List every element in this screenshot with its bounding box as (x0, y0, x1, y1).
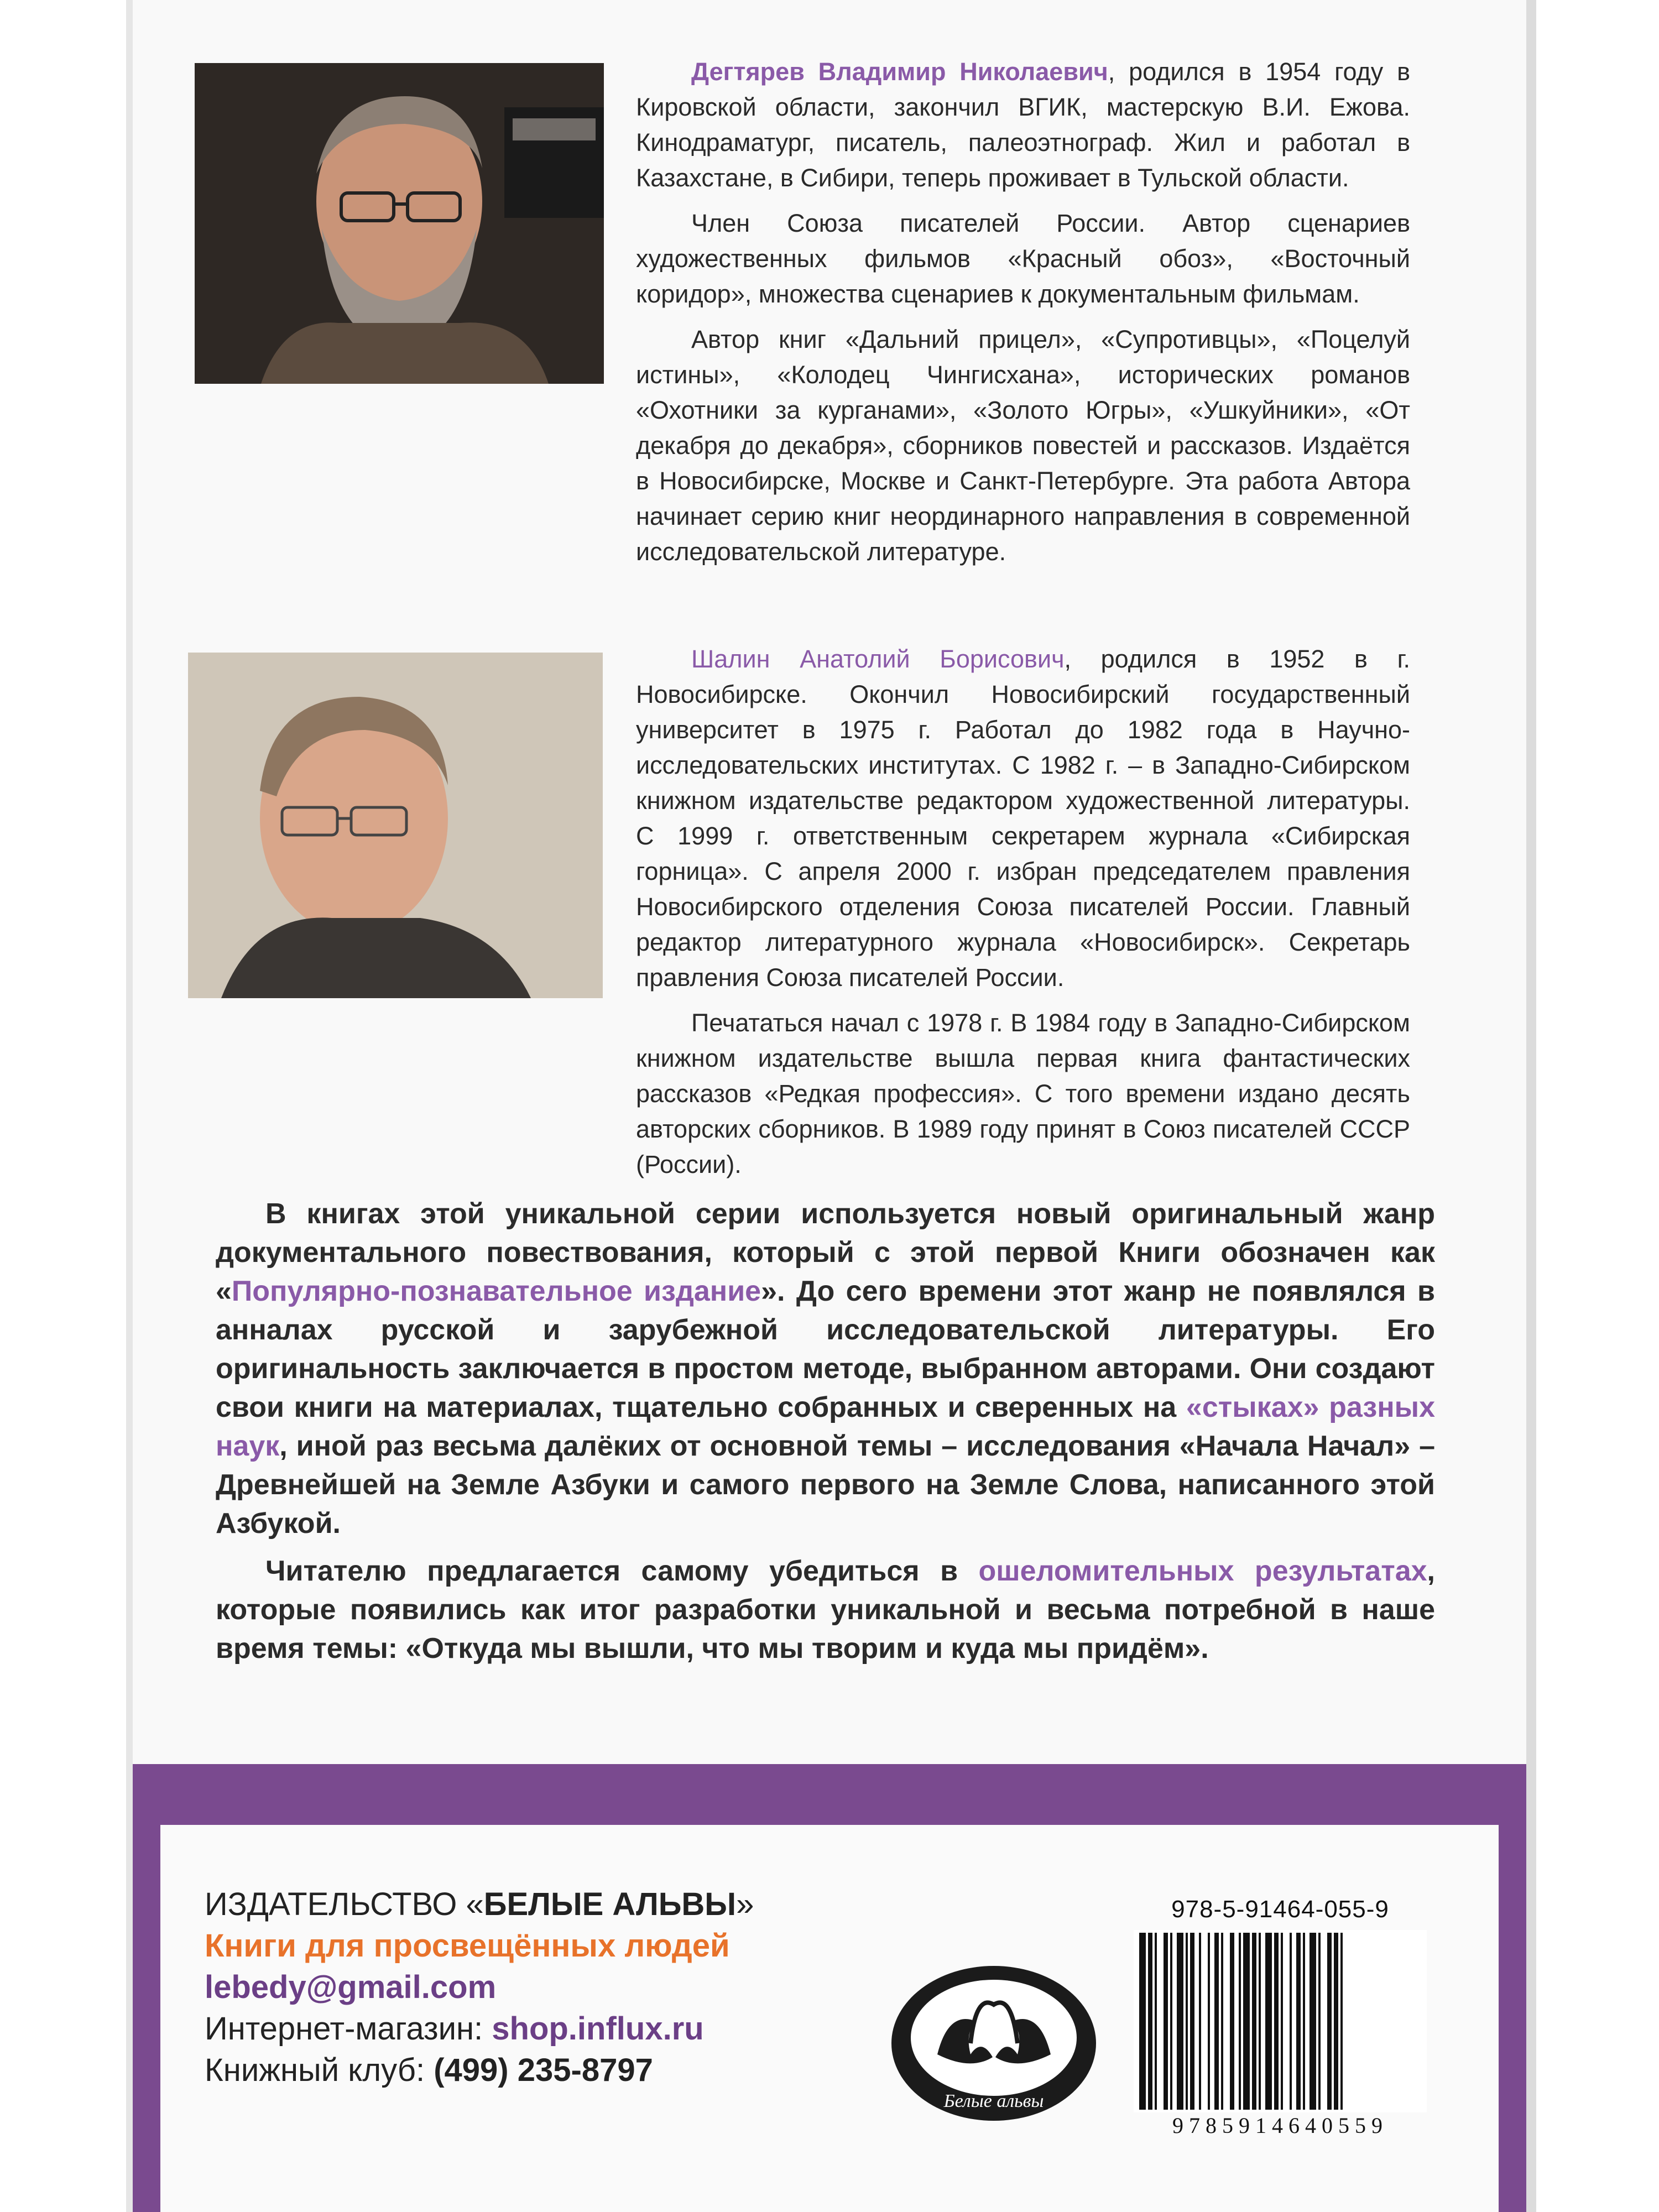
author-photo-shalin (188, 653, 603, 998)
barcode-digits: 9785914640559 (1172, 2113, 1388, 2138)
series-description (216, 1194, 1435, 1668)
barcode-bar (1239, 1933, 1241, 2110)
barcode-bar (1155, 1933, 1157, 2110)
author-bio-degtyarev (636, 54, 1410, 570)
text-run: , которые появились как итог разработки уникальной и весьма потребной в наше время темы: «Откуда мы вышли, что мы творим и куда мы придём». (216, 1555, 1435, 1665)
club-phone: (499) 235-8797 (434, 2052, 653, 2088)
barcode-bar (1186, 1933, 1188, 2110)
bio-paragraph (636, 641, 1410, 995)
publisher-tagline: Книги для просвещённых людей (205, 1928, 730, 1964)
publisher-shop (205, 2007, 704, 2051)
isbn-number: 978-5-91464-055-9 (1171, 1896, 1389, 1923)
barcode-bar (1334, 1933, 1338, 2110)
text-run: » (736, 1886, 754, 1922)
publisher-book-club (205, 2049, 653, 2092)
cover-right-edge (1526, 0, 1536, 2212)
barcode-bar (1139, 1933, 1146, 2110)
publisher-email: lebedy@gmail.com (205, 1969, 497, 2005)
bio-paragraph (636, 54, 1410, 196)
cover-left-edge (126, 0, 133, 2212)
barcode-bar (1318, 1933, 1321, 2110)
bio-paragraph: Автор книг «Дальний прицел», «Супротивцы», «Поцелуй истины», «Колодец Чингисхана», исторических романов «Охотники за курганами», «Золото Югры», «Ушкуйники», «От декабря до декабря», сборников повестей и рассказов. Издаётся в Новосибирске, Москве и Санкт-Петербурге. Эта работа Автора начинает серию книг неординарного направления в современной исследовательской литературе. (636, 325, 1410, 566)
barcode-bar (1148, 1933, 1152, 2110)
barcode-bar (1290, 1933, 1292, 2110)
author-bio-shalin (636, 641, 1410, 1182)
author-name: Дегтярев Владимир Николаевич (691, 58, 1108, 86)
barcode-bar (1265, 1933, 1272, 2110)
publisher-name (205, 1883, 754, 1926)
logo-caption: Белые альвы (943, 2091, 1044, 2111)
barcode-bar (1243, 1933, 1250, 2110)
barcode-bar (1252, 1933, 1256, 2110)
barcode-bar (1208, 1933, 1210, 2110)
barcode-bar (1303, 1933, 1305, 2110)
club-label: Книжный клуб: (205, 2052, 434, 2088)
shop-label: Интернет-магазин: (205, 2011, 492, 2047)
isbn-barcode (1134, 1930, 1427, 2112)
barcode-bar (1170, 1933, 1172, 2110)
text-run: ИЗДАТЕЛЬСТВО « (205, 1886, 484, 1922)
description-paragraph (216, 1552, 1435, 1668)
barcode-bar (1177, 1933, 1183, 2110)
barcode-bar (1296, 1933, 1301, 2110)
author-name: Шалин Анатолий Борисович (691, 645, 1065, 673)
shop-url: shop.influx.ru (492, 2011, 704, 2047)
highlight-results: ошеломительных результатах (978, 1555, 1427, 1587)
text-run: ». До сего времени этот жанр не появлялся в анналах русской и зарубежной исследовательской литературы. Его оригинальность заключается в простом методе, выбранном авторами. Они создают свои книги на материалах, тщательно собранных и сверенных на (216, 1275, 1436, 1423)
barcode-bar (1221, 1933, 1223, 2110)
barcode-bar (1259, 1933, 1261, 2110)
bio-paragraph: Печататься начал с 1978 г. В 1984 году в Западно-Сибирском книжном издательстве вышла первая книга фантастических рассказов «Редкая профессия». С того времени издано десять авторских сборников. В 1989 году принят в Союз писателей СССР (России). (636, 1009, 1410, 1178)
barcode-bar (1190, 1933, 1194, 2110)
text-run: В книгах этой уникальной серии используется новый оригинальный жанр документального повествования, который с этой первой Книги обозначен как « (216, 1198, 1435, 1307)
barcode-bar (1199, 1933, 1201, 2110)
highlight-sciences: «стыках» разных наук (216, 1391, 1435, 1462)
description-paragraph (216, 1194, 1435, 1543)
author-photo-degtyarev (195, 63, 604, 384)
highlight-genre: Популярно-познавательное издание (231, 1275, 761, 1307)
barcode-bar (1230, 1933, 1234, 2110)
bio-text: , родился в 1954 году в Кировской области, закончил ВГИК, мастерскую В.И. Ежова. Кинодраматург, писатель, палеоэтнограф. Жил и работал в Казахстане, в Сибири, теперь проживает в Тульской области. (636, 58, 1410, 192)
barcode-bar (1281, 1933, 1283, 2110)
bio-text: , родился в 1952 в г. Новосибирске. Окончил Новосибирский государственный университет в 1975 г. Работал до 1982 года в Научно-исследовательских институтах. С 1982 г. – в Западно-Сибирском книжном издательстве редактором художественной литературы. С 1999 г. ответственным секретарем журнала «Сибирская горница». С апреля 2000 г. избран председателем правления Новосибирского отделения Союза писателей России. Главный редактор литературного журнала «Новосибирск». Секретарь правления Союза писателей России. (636, 645, 1410, 992)
barcode-bar (1327, 1933, 1332, 2110)
text-run: Читателю предлагается самому убедиться в (265, 1555, 979, 1587)
barcode-bar (1310, 1933, 1316, 2110)
barcode-bar (1274, 1933, 1279, 2110)
bio-paragraph: Член Союза писателей России. Автор сценариев художественных фильмов «Красный обоз», «Восточный коридор», множества сценариев к документальным фильмам. (636, 209, 1410, 308)
barcode-bar (1214, 1933, 1219, 2110)
barcode-bar (1164, 1933, 1168, 2110)
publisher-brand: БЕЛЫЕ АЛЬВЫ (483, 1886, 737, 1922)
publisher-logo-swans (888, 1960, 1100, 2129)
barcode-bar (1340, 1933, 1343, 2110)
text-run: , иной раз весьма далёких от основной темы – исследования «Начала Начал» – Древнейшей на Земле Азбуки и самого первого на Земле Слова, написанного этой Азбукой. (216, 1430, 1435, 1540)
